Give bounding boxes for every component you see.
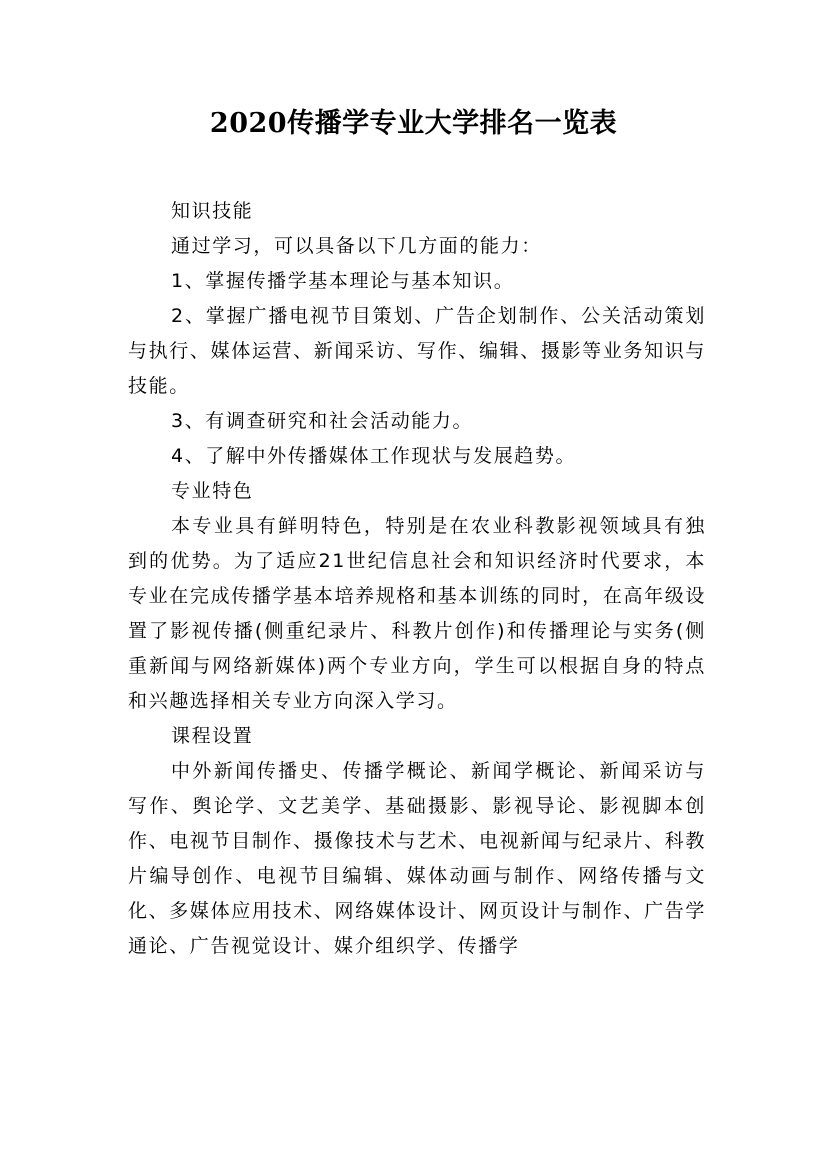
document-body (128, 194, 706, 964)
paragraph-skill-3: 3、有调查研究和社会活动能力。 (171, 410, 474, 432)
paragraph-features: 本专业具有鲜明特色，特别是在农业科教影视领域具有独到的优势。为了适应21世纪信息社会和知识经济时代要求，本专业在完成传播学基本培养规格和基本训练的同时，在高年级设置了影视传播(侧重纪录片、科教片创作)和传播理论与实务(侧重新闻与网络新媒体)两个专业方向，学生可以根据自身的特点和兴趣选择相关专业方向深入学习。 (128, 515, 706, 712)
paragraph-courses: 中外新闻传播史、传播学概论、新闻学概论、新闻采访与写作、舆论学、文艺美学、基础摄影、影视导论、影视脚本创作、电视节目制作、摄像技术与艺术、电视新闻与纪录片、科教片编导创作、电视节目编辑、媒体动画与制作、网络传播与文化、多媒体应用技术、网络媒体设计、网页设计与制作、广告学通论、广告视觉设计、媒介组织学、传播学 (128, 760, 706, 957)
paragraph-skill-2: 2、掌握广播电视节目策划、广告企划制作、公关活动策划与执行、媒体运营、新闻采访、写作、编辑、摄影等业务知识与技能。 (128, 305, 706, 397)
paragraph-skill-4: 4、了解中外传播媒体工作现状与发展趋势。 (171, 445, 577, 467)
section-heading-courses: 课程设置 (171, 725, 254, 747)
paragraph-intro: 通过学习，可以具备以下几方面的能力： (171, 235, 542, 257)
paragraph-skill-1: 1、掌握传播学基本理论与基本知识。 (171, 270, 515, 292)
section-heading-skills: 知识技能 (171, 200, 254, 222)
section-heading-features: 专业特色 (171, 480, 254, 502)
document-title: 2020传播学专业大学排名一览表 (209, 108, 618, 139)
